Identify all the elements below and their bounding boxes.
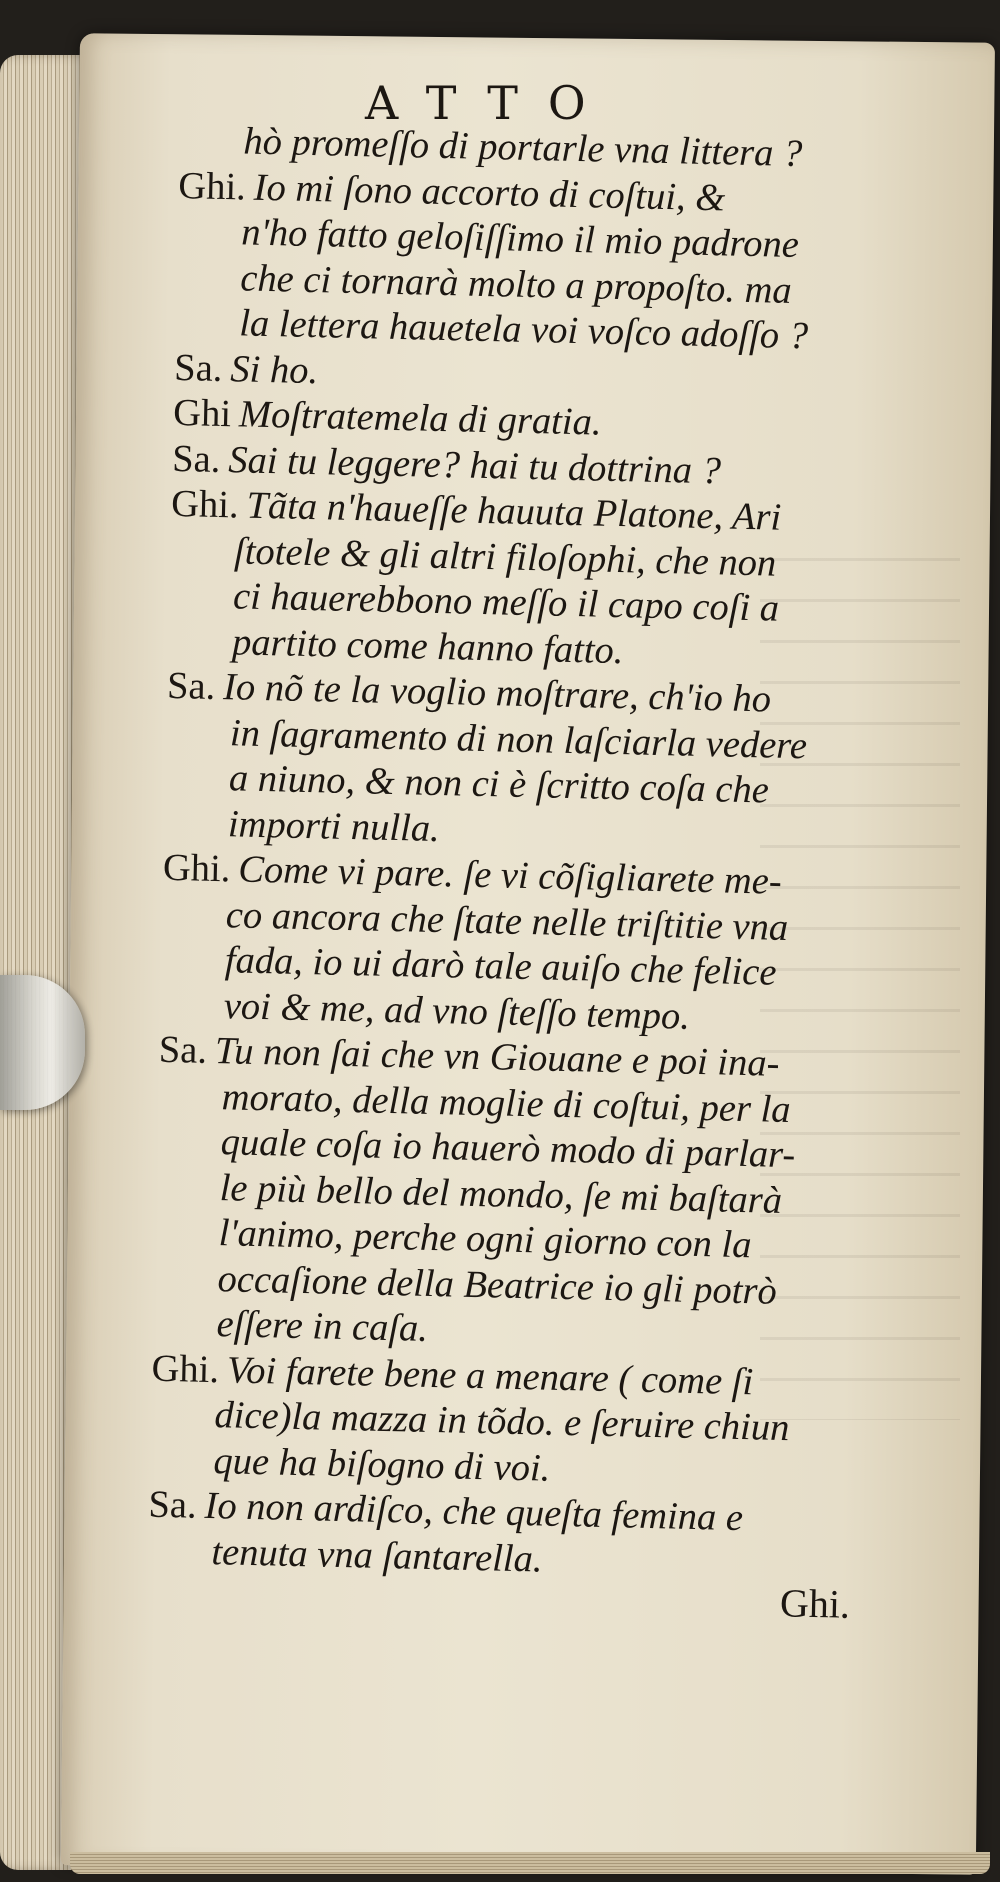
line-text: le più bello del mondo, ſe mi baſtarà	[219, 1166, 783, 1222]
line-text: morato, della moglie di coſtui, per la	[221, 1075, 792, 1131]
line-text: Sai tu leggere? hai tu dottrina ?	[227, 438, 722, 492]
line-text: Come vi pare. ſe vi cõſigliarete me-	[237, 848, 783, 903]
speaker-label: Sa.	[148, 1483, 198, 1527]
line-text: tenuta vna ſantarella.	[211, 1530, 544, 1581]
speaker-label: Sa.	[166, 664, 216, 708]
line-text: in ſagramento di non laſciarla vedere	[229, 711, 808, 767]
line-text: occaſione della Beatrice io gli potrò	[217, 1257, 778, 1313]
line-text: n'ho fatto geloſiſſimo il mio padrone	[240, 211, 800, 267]
line-text: Tãta n'haueſſe hauuta Platone, Ari	[246, 484, 782, 539]
line-text: Tu non ſai che vn Giouane e poi ina-	[214, 1030, 780, 1085]
speaker-label: Ghi.	[177, 164, 247, 209]
running-header: ATTO	[365, 76, 616, 130]
dialogue-text	[147, 118, 970, 1592]
line-text: hò promeſſo di portarle vna littera ?	[243, 120, 803, 176]
line-text: Io mi ſono accorto di coſtui, &	[253, 166, 726, 219]
line-text: ſtotele & gli altri filoſophi, che non	[233, 529, 777, 585]
line-text: dice)la mazza in tõdo. e ſeruire chiun	[214, 1394, 790, 1450]
speaker-label: Sa.	[173, 346, 223, 390]
speaker-label: Sa.	[158, 1028, 208, 1072]
line-text: Io nõ te la voglio moſtrare, ch'io ho	[222, 666, 772, 721]
page-edges-bottom	[70, 1852, 990, 1874]
line-text: que ha biſogno di voi.	[213, 1439, 551, 1490]
line-text: Moſtratemela di gratia.	[238, 393, 602, 444]
line-text: eſſere in caſa.	[216, 1303, 429, 1350]
line-text: importi nulla.	[227, 802, 441, 850]
line-text: Io non ardiſco, che queſta femina e	[204, 1484, 744, 1540]
line-text: la lettera hauetela voi voſco adoſſo ?	[238, 302, 809, 358]
line-text: ci hauerebbono meſſo il capo coſi a	[232, 575, 780, 630]
line-text: a niuno, & non ci è ſcritto coſa che	[228, 757, 770, 812]
line-text: partito come hanno fatto.	[231, 620, 624, 672]
line-text: Si ho.	[229, 347, 319, 392]
line-text: co ancora che ſtate nelle triſtitie vna	[225, 893, 789, 949]
speaker-label: Ghi.	[151, 1347, 220, 1391]
line-text: voi & me, ad vno ſteſſo tempo.	[223, 984, 691, 1038]
speaker-label: Ghi.	[162, 846, 231, 891]
speaker-label: Sa.	[171, 437, 221, 481]
speaker-label: Ghi	[172, 391, 232, 436]
line-text: che ci tornarà molto a propoſto. ma	[239, 256, 793, 312]
line-text: quale coſa io hauerò modo di parlar-	[220, 1121, 796, 1177]
line-text: Voi farete bene a menare ( come ſi	[226, 1348, 754, 1403]
catchword: Ghi.	[779, 1580, 851, 1627]
speaker-label: Ghi.	[170, 482, 240, 527]
line-text: fada, io ui darò tale auiſo che felice	[224, 939, 777, 994]
line-text: l'animo, perche ogni giorno con la	[218, 1212, 752, 1267]
